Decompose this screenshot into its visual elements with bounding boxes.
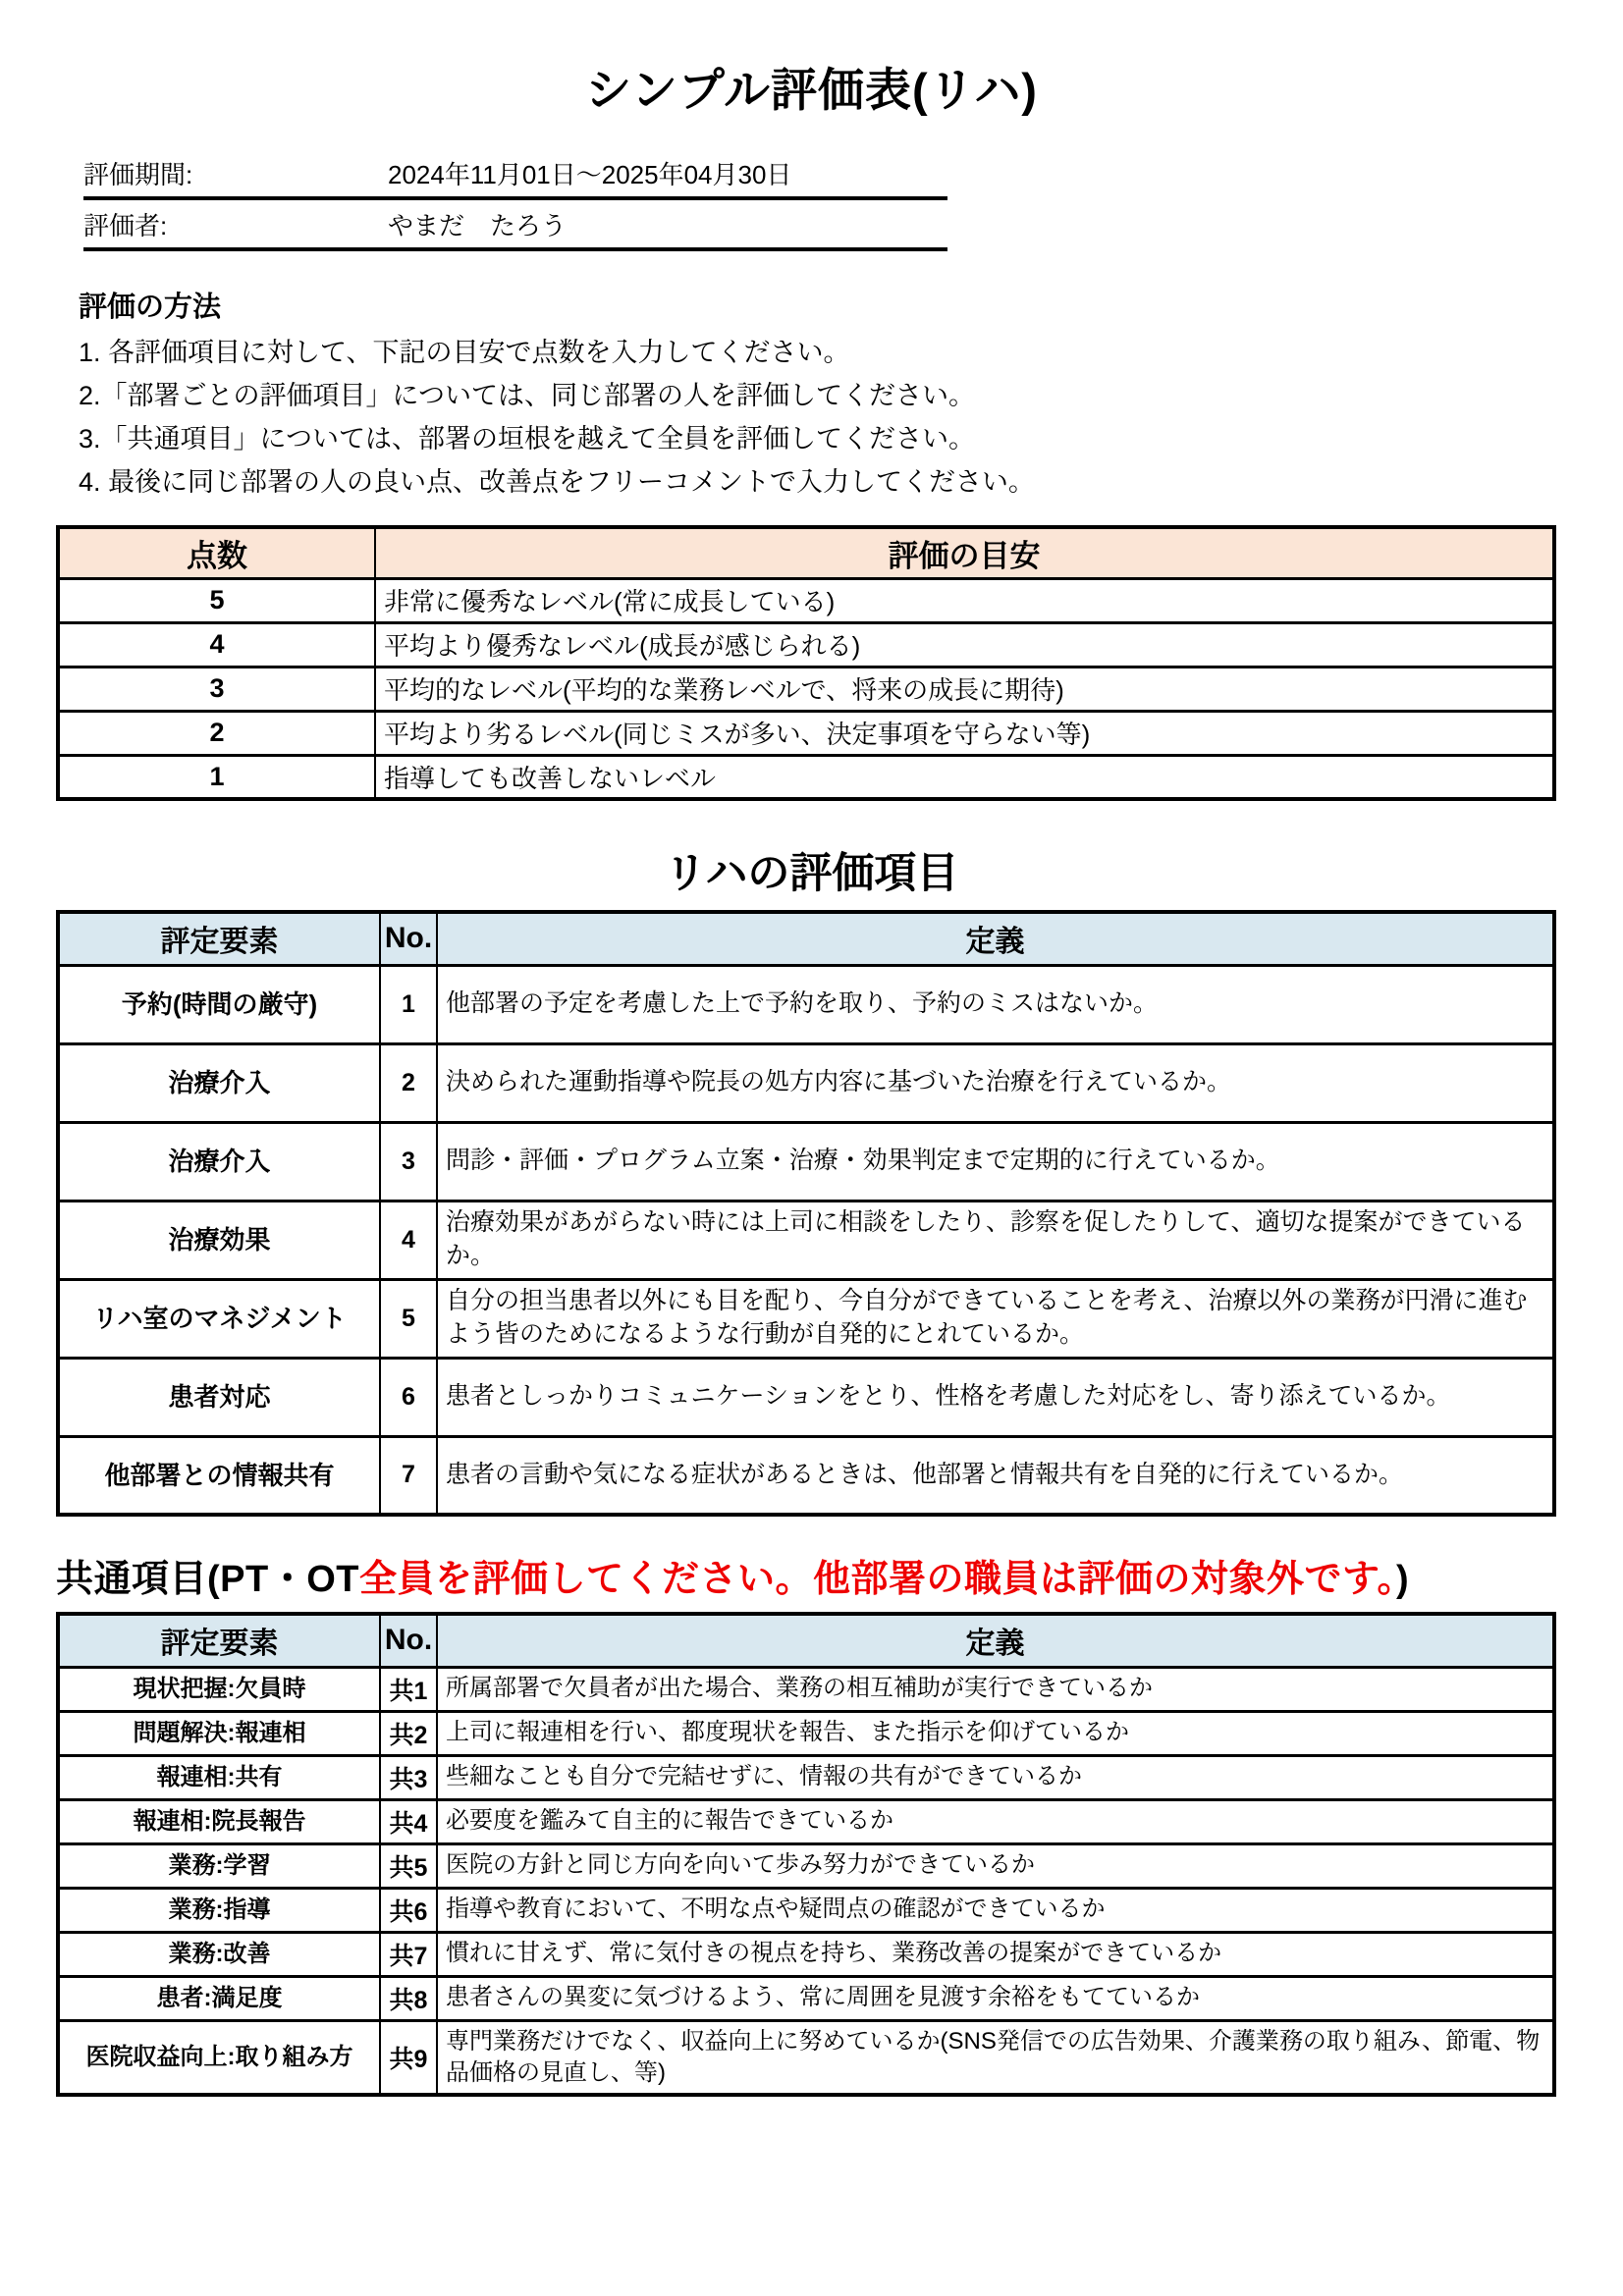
definition-cell: 問診・評価・プログラム立案・治療・効果判定まで定期的に行えているか。 [437, 1122, 1554, 1201]
common-row-5 [58, 1843, 1554, 1888]
no-cell: 7 [380, 1436, 437, 1515]
no-cell: 共7 [380, 1932, 437, 1976]
factor-cell: 治療介入 [58, 1122, 380, 1201]
score-row-2 [58, 711, 1554, 755]
common-row-6 [58, 1888, 1554, 1932]
no-cell: 共9 [380, 2020, 437, 2095]
factor-column-header: 評定要素 [58, 912, 380, 965]
common-heading-black-end: ) [1395, 1559, 1410, 1600]
rehab-row-3 [58, 1122, 1554, 1201]
guide-column-header: 評価の目安 [375, 527, 1554, 578]
factor-cell: 予約(時間の厳守) [58, 965, 380, 1043]
factor-cell: 業務:指導 [58, 1888, 380, 1932]
evaluation-period-value: 2024年11月01日～2025年04月30日 [388, 159, 792, 189]
factor-column-header: 評定要素 [58, 1614, 380, 1667]
common-row-3 [58, 1755, 1554, 1799]
factor-cell: 業務:学習 [58, 1843, 380, 1888]
common-row-2 [58, 1711, 1554, 1755]
factor-cell: 治療介入 [58, 1043, 380, 1122]
factor-cell: 患者:満足度 [58, 1976, 380, 2020]
no-cell: 4 [380, 1201, 437, 1279]
rehab-row-4 [58, 1201, 1554, 1279]
common-row-9 [58, 2020, 1554, 2095]
rehab-row-6 [58, 1358, 1554, 1436]
rehab-header-row [58, 912, 1554, 965]
evaluation-period-label: 評価期間: [83, 159, 193, 189]
no-cell: 6 [380, 1358, 437, 1436]
evaluation-method-section [79, 285, 1623, 504]
factor-cell: 報連相:院長報告 [58, 1799, 380, 1843]
page-title: シンプル評価表(リハ) [585, 64, 1038, 116]
method-item-2: 2.「部署ごとの評価項目」については、同じ部署の人を評価してください。 [79, 381, 975, 410]
no-cell: 共3 [380, 1755, 437, 1799]
score-value: 1 [58, 755, 375, 799]
definition-cell: 専門業務だけでなく、収益向上に努めているか(SNS発信での広告効果、介護業務の取り組み、節電、物品価格の見直し、等) [437, 2020, 1554, 2095]
method-item-1: 1. 各評価項目に対して、下記の目安で点数を入力してください。 [79, 338, 850, 367]
no-cell: 2 [380, 1043, 437, 1122]
definition-column-header: 定義 [437, 1614, 1554, 1667]
header-fields [83, 149, 947, 251]
definition-cell: 医院の方針と同じ方向を向いて歩み努力ができているか [437, 1843, 1554, 1888]
score-value: 2 [58, 711, 375, 755]
evaluation-period-row [83, 149, 947, 200]
common-heading-red-warning: 全員を評価してください。他部署の職員は評価の対象外です。 [358, 1559, 1396, 1600]
factor-cell: 報連相:共有 [58, 1755, 380, 1799]
method-item-4: 4. 最後に同じ部署の人の良い点、改善点をフリーコメントで入力してください。 [79, 467, 1035, 497]
score-guide-text: 非常に優秀なレベル(常に成長している) [375, 578, 1554, 622]
score-guide-table [56, 525, 1556, 801]
no-cell: 共5 [380, 1843, 437, 1888]
evaluator-row [83, 200, 947, 251]
factor-cell: 業務:改善 [58, 1932, 380, 1976]
rehab-items-table [56, 910, 1556, 1517]
score-guide-text: 平均より優秀なレベル(成長が感じられる) [375, 622, 1554, 667]
no-cell: 3 [380, 1122, 437, 1201]
rehab-row-7 [58, 1436, 1554, 1515]
no-cell: 共6 [380, 1888, 437, 1932]
no-cell: 共1 [380, 1667, 437, 1711]
score-guide-text: 指導しても改善しないレベル [375, 755, 1554, 799]
score-value: 4 [58, 622, 375, 667]
definition-cell: 自分の担当患者以外にも目を配り、今自分ができていることを考え、治療以外の業務が円滑に進むよう皆のためになるような行動が自発的にとれているか。 [437, 1279, 1554, 1358]
common-row-7 [58, 1932, 1554, 1976]
factor-cell: リハ室のマネジメント [58, 1279, 380, 1358]
factor-cell: 問題解決:報連相 [58, 1711, 380, 1755]
score-guide-header-row [58, 527, 1554, 578]
no-cell: 共2 [380, 1711, 437, 1755]
definition-cell: 必要度を鑑みて自主的に報告できているか [437, 1799, 1554, 1843]
evaluator-label: 評価者: [83, 210, 168, 240]
evaluation-method-heading: 評価の方法 [79, 292, 222, 323]
factor-cell: 治療効果 [58, 1201, 380, 1279]
score-row-3 [58, 667, 1554, 711]
rehab-row-2 [58, 1043, 1554, 1122]
definition-cell: 指導や教育において、不明な点や疑問点の確認ができているか [437, 1888, 1554, 1932]
score-value: 3 [58, 667, 375, 711]
score-value: 5 [58, 578, 375, 622]
definition-cell: 決められた運動指導や院長の処方内容に基づいた治療を行えているか。 [437, 1043, 1554, 1122]
rehab-row-5 [58, 1279, 1554, 1358]
definition-cell: 患者の言動や気になる症状があるときは、他部署と情報共有を自発的に行えているか。 [437, 1436, 1554, 1515]
score-column-header: 点数 [58, 527, 375, 578]
score-row-4 [58, 622, 1554, 667]
definition-cell: 治療効果があがらない時には上司に相談をしたり、診察を促したりして、適切な提案ができているか。 [437, 1201, 1554, 1279]
definition-cell: 上司に報連相を行い、都度現状を報告、また指示を仰げているか [437, 1711, 1554, 1755]
common-items-table [56, 1612, 1556, 2097]
definition-cell: 患者としっかりコミュニケーションをとり、性格を考慮した対応をし、寄り添えているか。 [437, 1358, 1554, 1436]
no-column-header: No. [380, 1614, 437, 1667]
definition-cell: 慣れに甘えず、常に気付きの視点を持ち、業務改善の提案ができているか [437, 1932, 1554, 1976]
definition-column-header: 定義 [437, 912, 1554, 965]
factor-cell: 患者対応 [58, 1358, 380, 1436]
common-row-8 [58, 1976, 1554, 2020]
definition-cell: 患者さんの異変に気づけるよう、常に周囲を見渡す余裕をもてているか [437, 1976, 1554, 2020]
no-cell: 1 [380, 965, 437, 1043]
score-guide-text: 平均より劣るレベル(同じミスが多い、決定事項を守らない等) [375, 711, 1554, 755]
no-column-header: No. [380, 912, 437, 965]
common-row-4 [58, 1799, 1554, 1843]
score-row-1 [58, 755, 1554, 799]
factor-cell: 他部署との情報共有 [58, 1436, 380, 1515]
rehab-section-title: リハの評価項目 [664, 850, 959, 897]
no-cell: 共4 [380, 1799, 437, 1843]
common-heading-black-start: 共通項目(PT・OT [56, 1559, 359, 1600]
no-cell: 5 [380, 1279, 437, 1358]
common-section-heading [56, 1548, 1623, 1602]
common-header-row [58, 1614, 1554, 1667]
definition-cell: 所属部署で欠員者が出た場合、業務の相互補助が実行できているか [437, 1667, 1554, 1711]
evaluator-value: やまだ たろう [388, 210, 568, 240]
factor-cell: 現状把握:欠員時 [58, 1667, 380, 1711]
definition-cell: 些細なことも自分で完結せずに、情報の共有ができているか [437, 1755, 1554, 1799]
definition-cell: 他部署の予定を考慮した上で予約を取り、予約のミスはないか。 [437, 965, 1554, 1043]
no-cell: 共8 [380, 1976, 437, 2020]
method-item-3: 3.「共通項目」については、部署の垣根を越えて全員を評価してください。 [79, 424, 975, 454]
rehab-row-1 [58, 965, 1554, 1043]
factor-cell: 医院収益向上:取り組み方 [58, 2020, 380, 2095]
common-row-1 [58, 1667, 1554, 1711]
score-guide-text: 平均的なレベル(平均的な業務レベルで、将来の成長に期待) [375, 667, 1554, 711]
score-row-5 [58, 578, 1554, 622]
